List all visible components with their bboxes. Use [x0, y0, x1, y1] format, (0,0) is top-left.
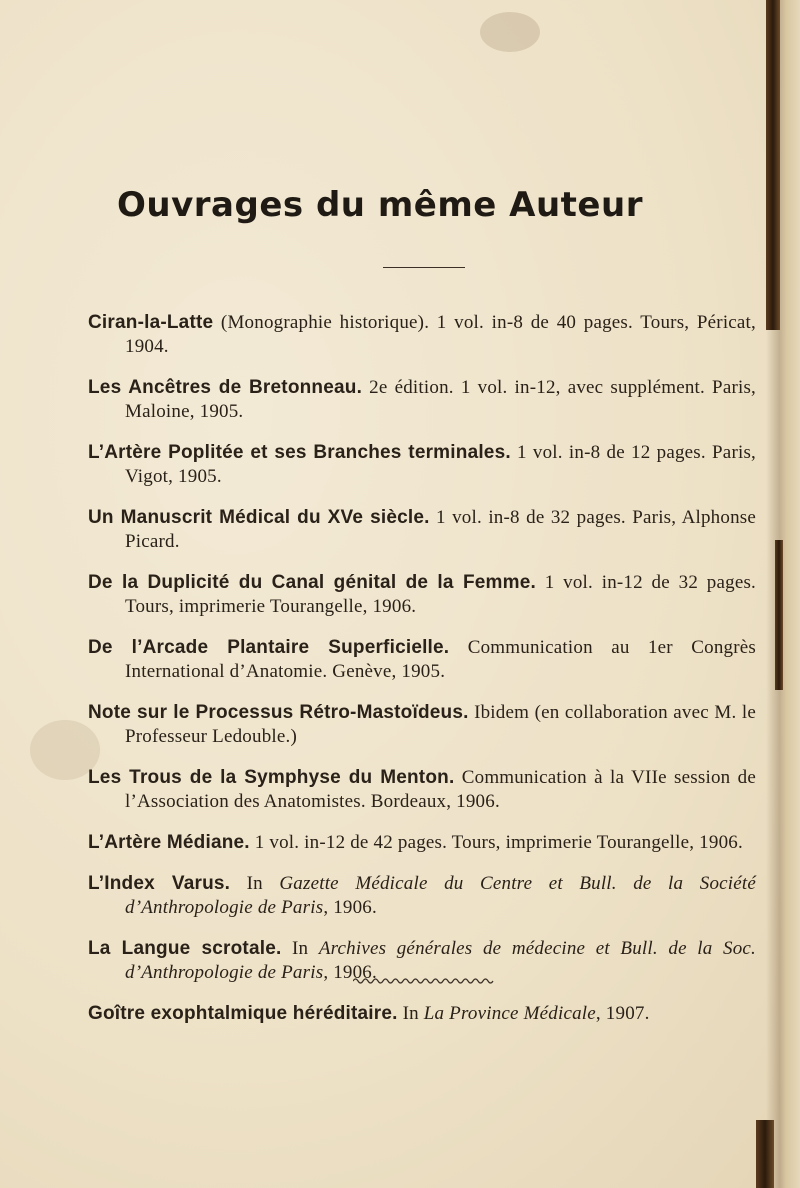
entry-journal: La Province Médicale: [423, 1003, 596, 1024]
entry-title: Note sur le Processus Rétro-Mastoïdeus.: [88, 702, 469, 723]
entry-title: De l’Arcade Plantaire Superficielle.: [88, 637, 450, 658]
entry-details: In: [230, 873, 280, 894]
list-item: [88, 636, 756, 684]
entry-title: L’Artère Médiane.: [88, 832, 250, 853]
entry-title: L’Artère Poplitée et ses Branches terminales.: [88, 442, 511, 463]
binding-strip: [756, 1120, 774, 1188]
entry-details: Ibidem (en collaboration avec M. le Professeur Ledouble.): [125, 702, 756, 747]
entry-details: 1 vol. in-8 de 32 pages. Paris, Alphonse Picard.: [125, 507, 756, 552]
list-item: [88, 766, 756, 814]
list-item: [88, 506, 756, 554]
entry-details: Communication au 1er Congrès International d’Anatomie. Genève, 1905.: [125, 637, 756, 682]
entry-title: Les Ancêtres de Bretonneau.: [88, 377, 363, 398]
list-item: [88, 571, 756, 619]
paper-stain: [480, 12, 540, 52]
list-item: [88, 872, 756, 920]
works-list: [88, 311, 756, 1043]
page-title: Ouvrages du même Auteur: [117, 185, 643, 225]
entry-journal: Gazette Médicale du Centre et Bull. de la Société d’Anthropologie de Paris: [125, 873, 756, 918]
entry-title: Goître exophtalmique héréditaire.: [88, 1003, 398, 1024]
entry-title: De la Duplicité du Canal génital de la Femme.: [88, 572, 536, 593]
list-item: [88, 441, 756, 489]
entry-title: Ciran-la-Latte: [88, 312, 214, 333]
entry-details: 2e édition. 1 vol. in-12, avec supplément. Paris, Maloine, 1905.: [125, 377, 757, 422]
entry-details: 1 vol. in-12 de 32 pages. Tours, imprimerie Tourangelle, 1906.: [125, 572, 756, 617]
list-item: [88, 701, 756, 749]
list-item: [88, 311, 756, 359]
entry-details: 1 vol. in-12 de 42 pages. Tours, imprimerie Tourangelle, 1906.: [249, 832, 743, 853]
entry-journal: Archives générales de médecine et Bull. de la Soc. d’Anthropologie de Paris: [125, 938, 756, 983]
entry-year: , 1907.: [595, 1003, 650, 1024]
entry-year: , 1906.: [323, 897, 377, 918]
binding-strip: [775, 540, 783, 690]
entry-details: Communication à la VIIe session de l’Association des Anatomistes. Bordeaux, 1906.: [125, 767, 756, 812]
binding-strip: [766, 0, 780, 330]
entry-details: (Monographie historique). 1 vol. in-8 de 40 pages. Tours, Péricat, 1904.: [125, 312, 756, 357]
list-item: [88, 376, 756, 424]
entry-details: In: [281, 938, 319, 959]
entry-title: Un Manuscrit Médical du XVe siècle.: [88, 507, 430, 528]
list-item: [88, 831, 756, 855]
entry-year: , 1906.: [323, 962, 377, 983]
entry-details: In: [397, 1003, 424, 1024]
entry-details: 1 vol. in-8 de 12 pages. Paris, Vigot, 1905.: [125, 442, 756, 487]
title-divider: [383, 267, 465, 268]
list-item: [88, 1002, 756, 1026]
wavy-divider-ornament: [353, 976, 495, 986]
entry-title: La Langue scrotale.: [88, 938, 282, 959]
entry-title: L’Index Varus.: [88, 873, 231, 894]
entry-title: Les Trous de la Symphyse du Menton.: [88, 767, 455, 788]
